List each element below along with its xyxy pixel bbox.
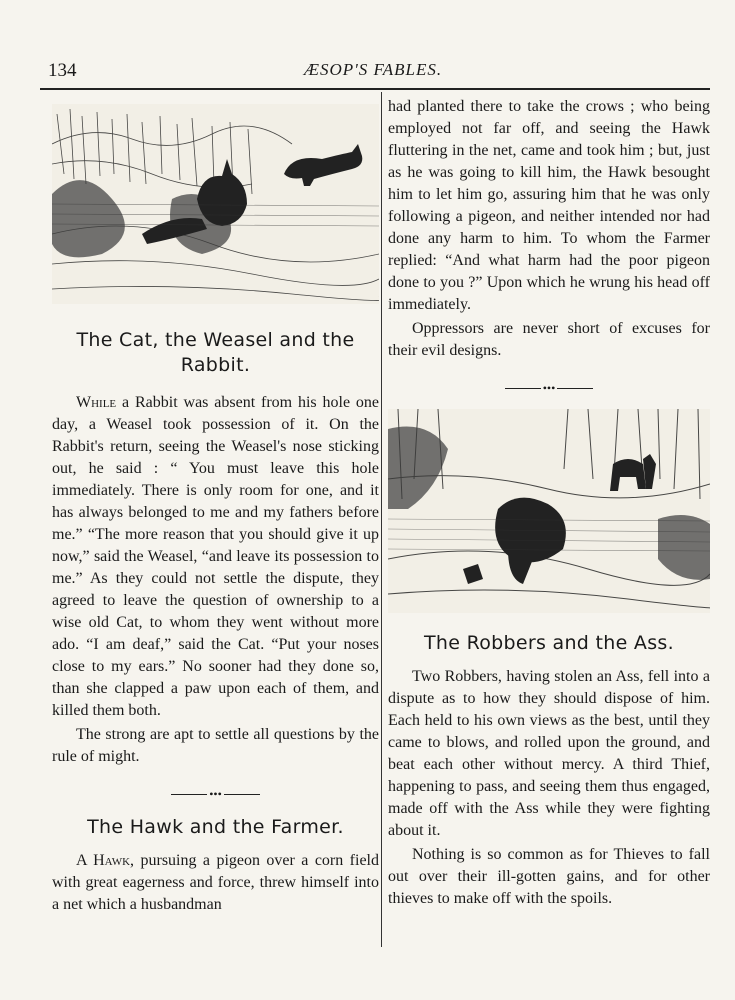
paragraph-text: a Rabbit was absent from his hole one day, a Weasel took possession of it. On the Rabbit's return, seeing the Weasel's nose sticking out, he said : “ You must leave this hole immediately. There is only room for one, and it has always belonged to me and my fathers before me.” “The more reason that you should give it up now,” said the Weasel, “and leave its possession to me.” As they could not settle the dispute, they agreed to leave the question of ownership to a wise old Cat, to whom they went without more ado. “I am deaf,” said the Cat. “Put your noses close to my ears.” No sooner had they done so, than she clapped a paw upon each of them, and killed them both.: [52, 394, 380, 719]
cat-weasel-rabbit-illustration: [52, 104, 379, 304]
fable-moral: Oppressors are never short of excuses for their evil designs.: [388, 320, 710, 359]
title-line-2: Rabbit.: [180, 354, 251, 376]
left-column: [52, 104, 379, 916]
fable-paragraph: [52, 392, 379, 722]
header-rule: [40, 88, 710, 90]
fable-paragraph: [52, 850, 379, 916]
fable-moral: Nothing is so common as for Thieves to fall out over their ill-gotten gains, and for other thieves to make off with the spoils.: [388, 846, 710, 908]
section-divider: [52, 786, 379, 801]
divider-line: [557, 388, 593, 389]
divider-line: [171, 794, 207, 795]
page-number: 134: [48, 60, 77, 81]
fable-title-hawk-farmer: The Hawk and the Farmer.: [87, 816, 344, 839]
divider-ornament: •••: [542, 381, 556, 396]
fable-moral: The strong are apt to settle all questions by the rule of might.: [52, 726, 379, 765]
fable-paragraph: Two Robbers, having stolen an Ass, fell into a dispute as to how they should dispose of him. Each held to his own views as the best, until they came to blows, and rolled upon the ground, and beat each other without mercy. A third Thief, happening to pass, and seeing them thus engaged, made off with the Ass while they were fighting about it.: [388, 668, 710, 840]
lead-word: While: [76, 394, 117, 411]
running-title: ÆSOP'S FABLES.: [303, 60, 443, 79]
fable-paragraph-continued: had planted there to take the crows ; who being employed not far off, and seeing the Hawk fluttering in the net, came and took him ; but, just as he was going to kill him, the Hawk besought him to let him go, assuring him that he was only following a pigeon, and neither intended nor had done any harm to him. To whom the Farmer replied: “And what harm had the poor pigeon done to you ?” Upon which he wrung his head off immediately.: [388, 98, 710, 313]
fable-title-cat-weasel-rabbit: [52, 328, 379, 378]
fable-title-robbers-ass: The Robbers and the Ass.: [424, 632, 674, 655]
divider-ornament: •••: [209, 787, 222, 802]
column-divider-rule: [381, 92, 382, 947]
divider-line: [224, 794, 260, 795]
right-column: [388, 96, 710, 910]
paragraph-text: pursuing a pigeon over a corn field with great eagerness and force, threw himself into a net which a husbandman: [52, 852, 379, 914]
robbers-and-ass-illustration: [388, 409, 710, 613]
divider-line: [505, 388, 541, 389]
page-header: [38, 60, 708, 86]
title-line-1: The Cat, the Weasel and the: [76, 329, 355, 351]
lead-word: A Hawk,: [76, 852, 135, 870]
section-divider: [388, 380, 710, 395]
